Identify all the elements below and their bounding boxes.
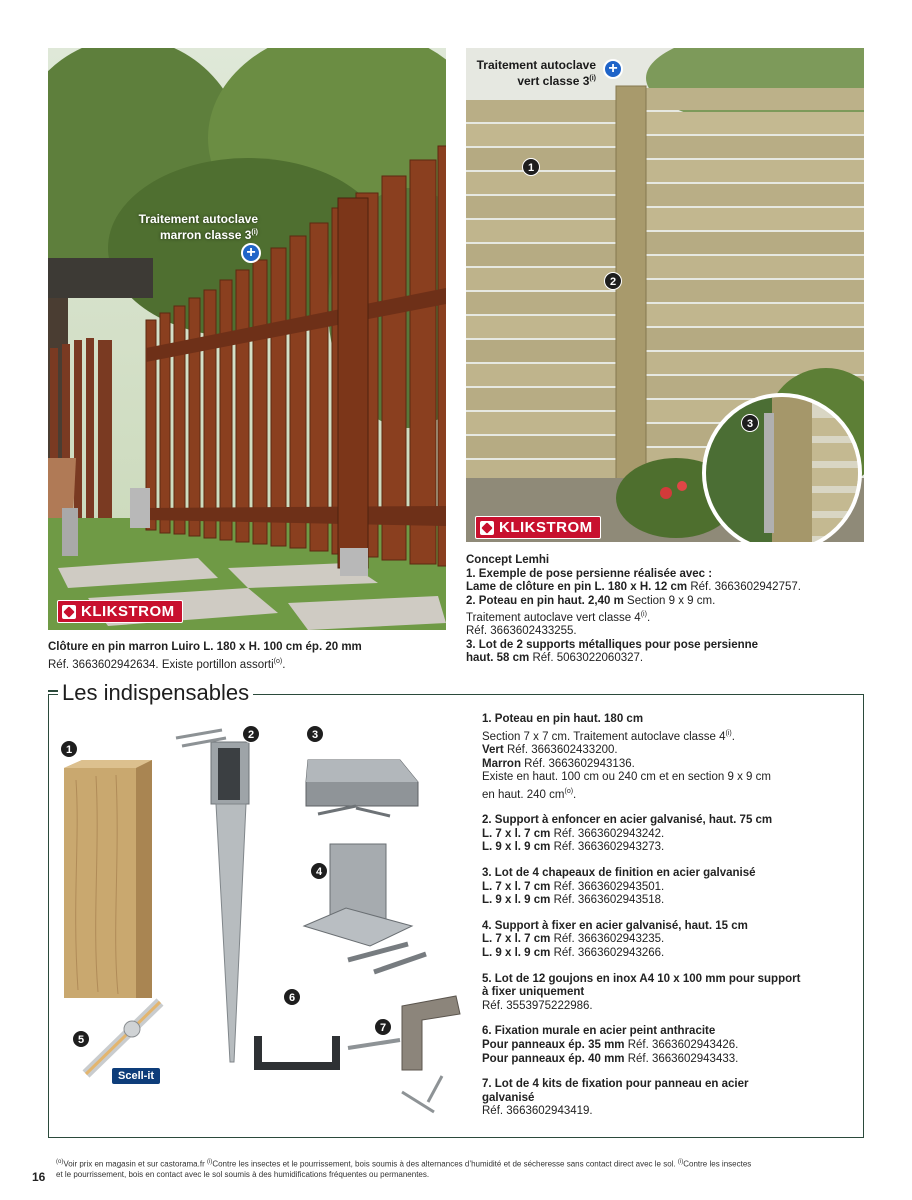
product-item-5 [482, 973, 852, 1014]
right-treatment-sup: (i) [589, 75, 596, 82]
right-caption-line4-end: . [646, 611, 651, 624]
product-2-size-a: L. 7 x l. 7 cm [482, 827, 551, 840]
wooden-post-image [64, 760, 152, 998]
right-caption [466, 554, 866, 666]
product-4-size-a: L. 7 x l. 7 cm [482, 933, 551, 946]
left-treatment-label [120, 212, 258, 242]
right-fence-photo [466, 48, 864, 542]
box-marker-1: 1 [60, 740, 78, 758]
product-1-marron: Marron [482, 757, 521, 770]
box-marker-7: 7 [374, 1018, 392, 1036]
product-item-3 [482, 867, 852, 908]
left-info-plus-icon[interactable]: + [241, 243, 261, 263]
footnote-sup-2: (i) [206, 1159, 213, 1165]
product-3-ref-a: Réf. 3663602943501. [550, 880, 665, 893]
product-4-size-b: L. 9 x l. 9 cm [482, 946, 551, 959]
right-treatment-label [460, 58, 596, 88]
box-marker-3: 3 [306, 725, 324, 743]
right-klikstrom-logo [475, 516, 601, 539]
product-2-ref-b: Réf. 3663602943273. [550, 841, 665, 854]
product-3-ref-b: Réf. 3663602943518. [550, 894, 665, 907]
product-2-size-b: L. 9 x l. 9 cm [482, 841, 551, 854]
page-number: 16 [32, 1170, 46, 1184]
left-caption-sup: (o) [273, 657, 283, 665]
right-caption-line4-sup: (i) [640, 611, 647, 618]
footnote-sup-1: (o) [56, 1159, 64, 1165]
product-1-line5: en haut. 240 cm [482, 788, 565, 801]
right-marker-1: 1 [522, 158, 540, 176]
product-3-title: 3. Lot de 4 chapeaux de finition en acier galvanisé [482, 867, 756, 879]
left-klikstrom-logo [57, 600, 183, 623]
right-brand-text: KLIKSTROM [499, 519, 593, 536]
left-caption-title: Clôture en pin marron Luiro L. 180 x H. 100 cm ép. 20 mm [48, 641, 362, 653]
right-caption-line2-ref: Réf. 3663602942757. [687, 581, 801, 593]
box-title-dash [48, 690, 58, 692]
product-1-line5-sup: (o) [564, 787, 574, 795]
green-fence-image [466, 48, 864, 542]
left-fence-photo [48, 48, 446, 630]
footnote-text-2: Contre les insectes et le pourrissement, bois soumis à des alternances d’humidité et de sécheresse sans contact direct avec le sol. [212, 1159, 678, 1169]
left-caption-ref: Réf. 3663602942634. Existe portillon assorti [48, 658, 274, 671]
footnote-text-3: Contre les insectes [683, 1159, 752, 1169]
product-5-title-line2: à fixer uniquement [482, 986, 585, 999]
right-caption-title: Concept Lemhi [466, 554, 550, 566]
left-treatment-line1: Traitement autoclave [138, 212, 258, 226]
right-caption-line2-bold: Lame de clôture en pin L. 180 x H. 12 cm [466, 581, 688, 593]
right-treatment-line1: Traitement autoclave [476, 58, 596, 72]
product-5-ref: Réf. 3553975222986. [482, 999, 593, 1012]
footnote-sup-3: (i) [677, 1159, 684, 1165]
left-brand-text: KLIKSTROM [81, 603, 175, 620]
right-caption-line3-bold: 2. Poteau en pin haut. 2,40 m [466, 594, 624, 607]
l-bracket-kit-image [348, 996, 460, 1112]
product-item-4 [482, 920, 852, 961]
ground-spike-image [176, 730, 249, 1062]
box-marker-4: 4 [310, 862, 328, 880]
footnote-text-1: Voir prix en magasin et sur castorama.fr [63, 1159, 207, 1169]
product-4-title: 4. Support à fixer en acier galvanisé, haut. 15 cm [482, 919, 748, 932]
left-treatment-line2: marron classe 3 [160, 228, 252, 242]
product-1-vert-ref: Réf. 3663602433200. [503, 744, 618, 757]
footnote [56, 1157, 868, 1180]
product-item-6 [482, 1025, 852, 1066]
scellit-logo: Scell-it [112, 1068, 160, 1084]
product-list [482, 713, 852, 1131]
right-caption-line1: 1. Exemple de pose persienne réalisée avec : [466, 567, 713, 580]
right-caption-line3-rest: Section 9 x 9 cm. [623, 594, 716, 607]
product-1-line5-end: . [573, 788, 577, 801]
brown-fence-image [48, 48, 446, 630]
right-info-plus-icon[interactable]: + [603, 59, 623, 79]
essentials-title: Les indispensables [58, 680, 253, 706]
product-item-1 [482, 713, 852, 802]
box-marker-5: 5 [72, 1030, 90, 1048]
product-4-ref-a: Réf. 3663602943235. [550, 933, 665, 946]
product-1-line4: Existe en haut. 100 cm ou 240 cm et en section 9 x 9 cm [482, 771, 771, 784]
product-7-ref: Réf. 3663602943419. [482, 1105, 593, 1118]
anchor-bolts-image [86, 1002, 160, 1074]
product-5-title-line1: 5. Lot de 12 goujons en inox A4 10 x 100 mm pour support [482, 972, 801, 985]
post-cap-image [306, 760, 418, 816]
product-7-title-line2: galvanisé [482, 1091, 535, 1104]
left-caption [48, 641, 448, 672]
product-3-size-b: L. 9 x l. 9 cm [482, 894, 551, 907]
product-7-title-line1: 7. Lot de 4 kits de fixation pour panneau en acier [482, 1078, 749, 1091]
right-marker-3: 3 [741, 414, 759, 432]
box-marker-2: 2 [242, 725, 260, 743]
wall-bracket-image [254, 1036, 340, 1070]
footnote-text-4: et le pourrissement, bois en contact avec le sol soumis à des humidifications fréquentes ou permanentes. [56, 1169, 430, 1179]
right-caption-line7-bold: haut. 58 cm [466, 652, 530, 665]
product-6-title: 6. Fixation murale en acier peint anthracite [482, 1025, 716, 1038]
product-1-vert: Vert [482, 744, 504, 757]
product-item-7 [482, 1078, 852, 1119]
klikstrom-mark-icon [480, 521, 494, 535]
product-6-size-b: Pour panneaux ép. 40 mm [482, 1052, 625, 1065]
box-marker-6: 6 [283, 988, 301, 1006]
product-1-line1-end: . [731, 730, 735, 743]
left-caption-end: . [282, 658, 286, 671]
right-caption-line7-ref: Réf. 5063022060327. [529, 652, 644, 665]
klikstrom-mark-icon [62, 605, 76, 619]
product-1-title: 1. Poteau en pin haut. 180 cm [482, 713, 644, 725]
right-marker-2: 2 [604, 272, 622, 290]
right-treatment-line2: vert classe 3 [517, 74, 590, 88]
right-caption-line5: Réf. 3663602433255. [466, 625, 577, 638]
left-treatment-sup: (i) [251, 229, 258, 236]
product-2-ref-a: Réf. 3663602943242. [550, 827, 665, 840]
product-3-size-a: L. 7 x l. 7 cm [482, 880, 551, 893]
product-6-ref-a: Réf. 3663602943426. [624, 1038, 739, 1051]
product-item-2 [482, 814, 852, 855]
right-caption-line6: 3. Lot de 2 supports métalliques pour pose persienne [466, 638, 759, 651]
product-4-ref-b: Réf. 3663602943266. [550, 946, 665, 959]
product-1-line1: Section 7 x 7 cm. Traitement autoclave classe 4 [482, 730, 726, 743]
product-6-ref-b: Réf. 3663602943433. [624, 1052, 739, 1065]
right-caption-line4: Traitement autoclave vert classe 4 [466, 611, 641, 624]
product-6-size-a: Pour panneaux ép. 35 mm [482, 1038, 625, 1051]
product-2-title: 2. Support à enfoncer en acier galvanisé, haut. 75 cm [482, 814, 773, 827]
product-1-marron-ref: Réf. 3663602943136. [520, 757, 635, 770]
product-1-sup: (i) [725, 729, 732, 737]
